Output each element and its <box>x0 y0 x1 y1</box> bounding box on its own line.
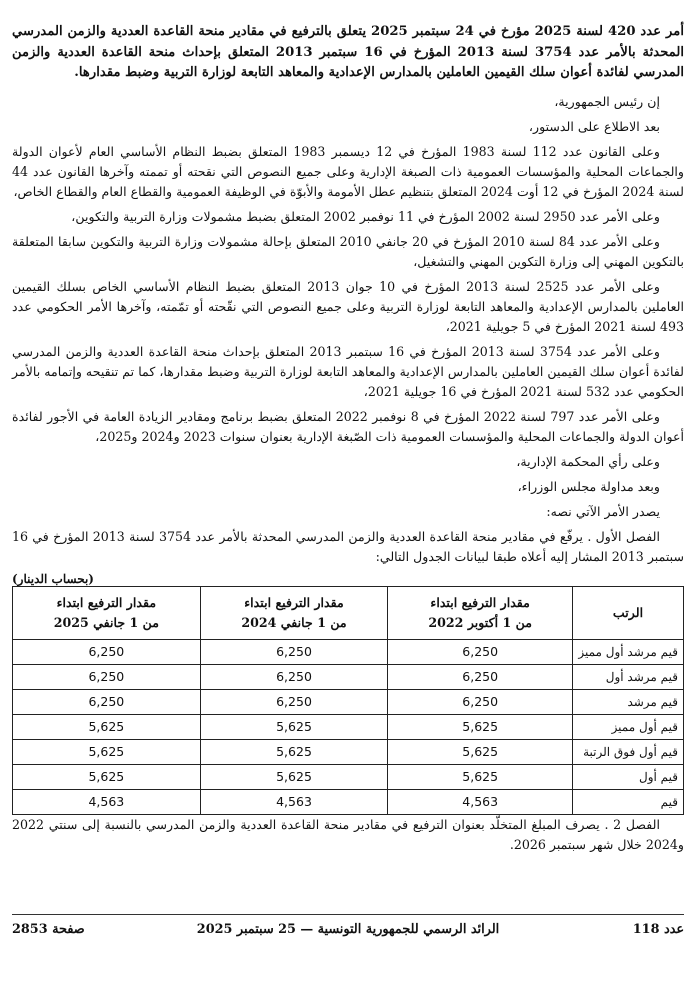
value-2022: 5,625 <box>388 739 573 764</box>
chapter-2: الفصل 2 . يصرف المبلغ المتخلّد بعنوان الترفيع في مقادير منحة القاعدة العددية والزمن المدرسي بالنسبة إلى سنتي 2022 و2024 خلال شهر سبتمبر 2026. <box>12 816 684 852</box>
table-row <box>13 664 684 689</box>
value-2022: 5,625 <box>388 714 573 739</box>
value-2025: 5,625 <box>13 714 201 739</box>
value-2025: 4,563 <box>13 789 201 814</box>
preamble-law-1983: وعلى القانون عدد 112 لسنة 1983 المؤرخ في 12 ديسمبر 1983 المتعلق بضبط النظام الأساسي العام لأعوان الدولة والجماعات المحلية والمؤسسات العمومية ذات الصبغة الإدارية وعلى جميع النصوص التي نقحته أو تممته وآخرها القانون عدد 44 لسنة 2024 المؤرخ في 12 أوت 2024 المتعلق بتنظيم عطل الأمومة والأبوّة في الوظيفة العمومية والقطاع العام والقطاع الخاص، <box>12 143 684 199</box>
header-2025: مقدار الترفيع ابتداء من 1 جانفي 2025 <box>13 586 201 639</box>
table-row <box>13 714 684 739</box>
value-2024: 6,250 <box>200 639 388 664</box>
value-2022: 4,563 <box>388 789 573 814</box>
rank-cell: قيم أول مميز <box>573 714 684 739</box>
preamble-constitution: بعد الاطلاع على الدستور، <box>528 118 660 134</box>
table-row <box>13 764 684 789</box>
value-2022: 6,250 <box>388 664 573 689</box>
table-row <box>13 689 684 714</box>
value-2025: 6,250 <box>13 664 201 689</box>
page-footer <box>12 922 684 946</box>
table-row <box>13 739 684 764</box>
table-unit-label: (بحساب الدينار) <box>12 571 94 586</box>
value-2022: 6,250 <box>388 639 573 664</box>
value-2024: 6,250 <box>200 689 388 714</box>
preamble-council: وبعد مداولة مجلس الوزراء، <box>517 478 660 494</box>
header-2024: مقدار الترفيع ابتداء من 1 جانفي 2024 <box>200 586 388 639</box>
rank-cell: قيم أول فوق الرتبة <box>573 739 684 764</box>
rank-cell: قيم أول <box>573 764 684 789</box>
preamble-enactment: يصدر الأمر الآتي نصه: <box>546 503 660 519</box>
preamble-admin-court: وعلى رأي المحكمة الإدارية، <box>516 453 660 469</box>
chapter-1: الفصل الأول . يرفّع في مقادير منحة القاعدة العددية والزمن المدرسي المحدثة بالأمر عدد 3754 لسنة 2013 المؤرخ في 16 سبتمبر 2013 المشار إليه أعلاه طبقا لبيانات الجدول التالي: <box>12 528 684 564</box>
preamble-decree-3754: وعلى الأمر عدد 3754 لسنة 2013 المؤرخ في 16 سبتمبر 2013 المتعلق بإحداث منحة القاعدة العددية والزمن المدرسي لفائدة أعوان سلك القيمين العاملين بالمدارس الإعدادية والمعاهد التابعة لوزارة التربية وضبط مقدارها، كما تم تنقيحه وإتمامه بالأمر الحكومي عدد 532 لسنة 2021 المؤرخ في 16 جويلية 2021، <box>12 343 684 399</box>
table-row <box>13 789 684 814</box>
value-2024: 6,250 <box>200 664 388 689</box>
value-2022: 5,625 <box>388 764 573 789</box>
value-2024: 5,625 <box>200 739 388 764</box>
preamble-decree-2010: وعلى الأمر عدد 84 لسنة 2010 المؤرخ في 20 جانفي 2010 المتعلق بإحالة مشمولات وزارة التربية والتكوين سابقا المتعلقة بالتكوين المهني إلى وزارة التكوين المهني والتشغيل، <box>12 233 684 269</box>
preamble-decree-2525: وعلى الأمر عدد 2525 لسنة 2013 المؤرخ في 10 جوان 2013 المتعلق بضبط النظام الأساسي الخاص بسلك القيمين العاملين بالمدارس الإعدادية والمعاهد التابعة لوزارة التربية وعلى جميع النصوص التي نقّحته أو تمّمته، وآخرها الأمر الحكومي عدد 493 لسنة 2021 المؤرخ في 5 جويلية 2021، <box>12 278 684 334</box>
value-2024: 4,563 <box>200 789 388 814</box>
rank-cell: قيم مرشد <box>573 689 684 714</box>
decree-title: أمر عدد 420 لسنة 2025 مؤرخ في 24 سبتمبر 2025 يتعلق بالترفيع في مقادير منحة القاعدة العددية والزمن المدرسي المحدثة بالأمر عدد 3754 لسنة 2013 المؤرخ في 16 سبتمبر 2013 المتعلق بإحداث منحة القاعدة العددية والزمن المدرسي لفائدة أعوان سلك القيمين العاملين بالمدارس الإعدادية والمعاهد التابعة لوزارة التربية وضبط مقدارها. <box>12 24 685 80</box>
rank-cell: قيم مرشد أول مميز <box>573 639 684 664</box>
preamble-president: إن رئيس الجمهورية، <box>554 93 660 109</box>
journal-name: الرائد الرسمي للجمهورية التونسية — 25 سبتمبر 2025 <box>196 922 500 937</box>
value-2025: 6,250 <box>13 689 201 714</box>
document-page <box>12 22 684 860</box>
table-row <box>13 639 684 664</box>
table-header-row <box>13 586 684 639</box>
rank-cell: قيم <box>573 789 684 814</box>
value-2024: 5,625 <box>200 714 388 739</box>
value-2025: 5,625 <box>13 764 201 789</box>
preamble-decree-2002: وعلى الأمر عدد 2950 لسنة 2002 المؤرخ في 11 نوفمبر 2002 المتعلق بضبط مشمولات وزارة التربية والتكوين، <box>71 208 660 224</box>
allowance-table <box>12 586 684 815</box>
page-number: صفحة 2853 <box>12 922 85 937</box>
issue-number: عدد 118 <box>632 922 684 937</box>
header-rank: الرتب <box>573 586 684 639</box>
rank-cell: قيم مرشد أول <box>573 664 684 689</box>
header-2022: مقدار الترفيع ابتداء من 1 أكتوبر 2022 <box>388 586 573 639</box>
value-2025: 6,250 <box>13 639 201 664</box>
preamble-decree-797: وعلى الأمر عدد 797 لسنة 2022 المؤرخ في 8 نوفمبر 2022 المتعلق بضبط برنامج ومقادير الزيادة العامة في الأجور لفائدة أعوان الدولة والجماعات المحلية والمؤسسات العمومية ذات الصّبغة الإدارية بعنوان سنوات 2023 و2024 و2025، <box>12 408 684 444</box>
footer-divider <box>12 914 684 915</box>
value-2025: 5,625 <box>13 739 201 764</box>
value-2024: 5,625 <box>200 764 388 789</box>
value-2022: 6,250 <box>388 689 573 714</box>
